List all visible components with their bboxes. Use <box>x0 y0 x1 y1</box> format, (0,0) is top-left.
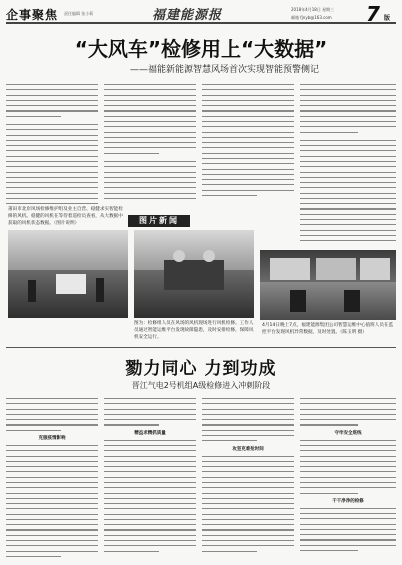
lead-column-3 <box>202 84 294 204</box>
lead-subhead: ——福能新能源智慧风场首次实现智能预警侧记 <box>130 65 320 75</box>
photo-caption-left: 莆田市北岸风场检修维护组及业主自营、稳健求实智能检修的风机。稳健的风机在等待着巡检员查看，从大数据中获取的风机状态数据。（图片说明） <box>8 207 123 226</box>
photo-field-workers <box>8 230 128 318</box>
second-headline: 勠力同心 力到功成 <box>125 359 277 379</box>
lead-column-1 <box>6 84 98 204</box>
lead-column-4 <box>300 84 396 244</box>
section-divider <box>6 347 396 348</box>
section-heading-4: 守牢安全底线 <box>334 430 362 436</box>
photo-caption-right: 4月14日晚上7点，福建能源集团公司智慧运维中心值班人员在监控平台发现风机异常数据，及时处置。（陈玉明 摄） <box>262 323 394 335</box>
lead-headline: “大风车”检修用上“大数据” <box>74 37 328 61</box>
second-column-4 <box>300 398 396 560</box>
editor-line: 责任编辑 张小莉 <box>64 11 94 16</box>
paper-name: 福建能源报 <box>152 8 223 23</box>
section-heading-1: 克服疫情影响 <box>38 435 66 441</box>
photo-news-label: 图片新闻 <box>128 215 190 227</box>
section-name: 企事聚焦 <box>6 8 59 22</box>
second-column-3 <box>202 398 294 560</box>
date-line: 2018年4月18日 星期三 <box>291 7 335 12</box>
second-subhead: 晋江气电2号机组A级检修进入冲刺阶段 <box>131 381 271 390</box>
lead-column-2 <box>104 84 196 204</box>
page-number: 7 <box>366 2 380 26</box>
section-heading-5: 干干净净的检修 <box>332 498 364 504</box>
second-column-1 <box>6 398 98 560</box>
photo-control-room <box>260 250 396 320</box>
section-heading-3: 攻坚克难抢时间 <box>232 446 264 452</box>
photo-caption-mid: 图为：检修组人员在风场的风机现场进行风机检修。工作人员通过智能运维平台发现故障隐患，及时安排检修，保障风机安全运行。 <box>134 321 254 340</box>
masthead <box>6 4 396 24</box>
second-column-2 <box>104 398 196 560</box>
section-heading-2: 精益求精抓质量 <box>134 430 166 436</box>
email-line: 邮箱 fjnyb@163.com <box>291 15 332 20</box>
page-number-suffix: 版 <box>384 15 391 22</box>
photo-inspection <box>134 230 254 318</box>
